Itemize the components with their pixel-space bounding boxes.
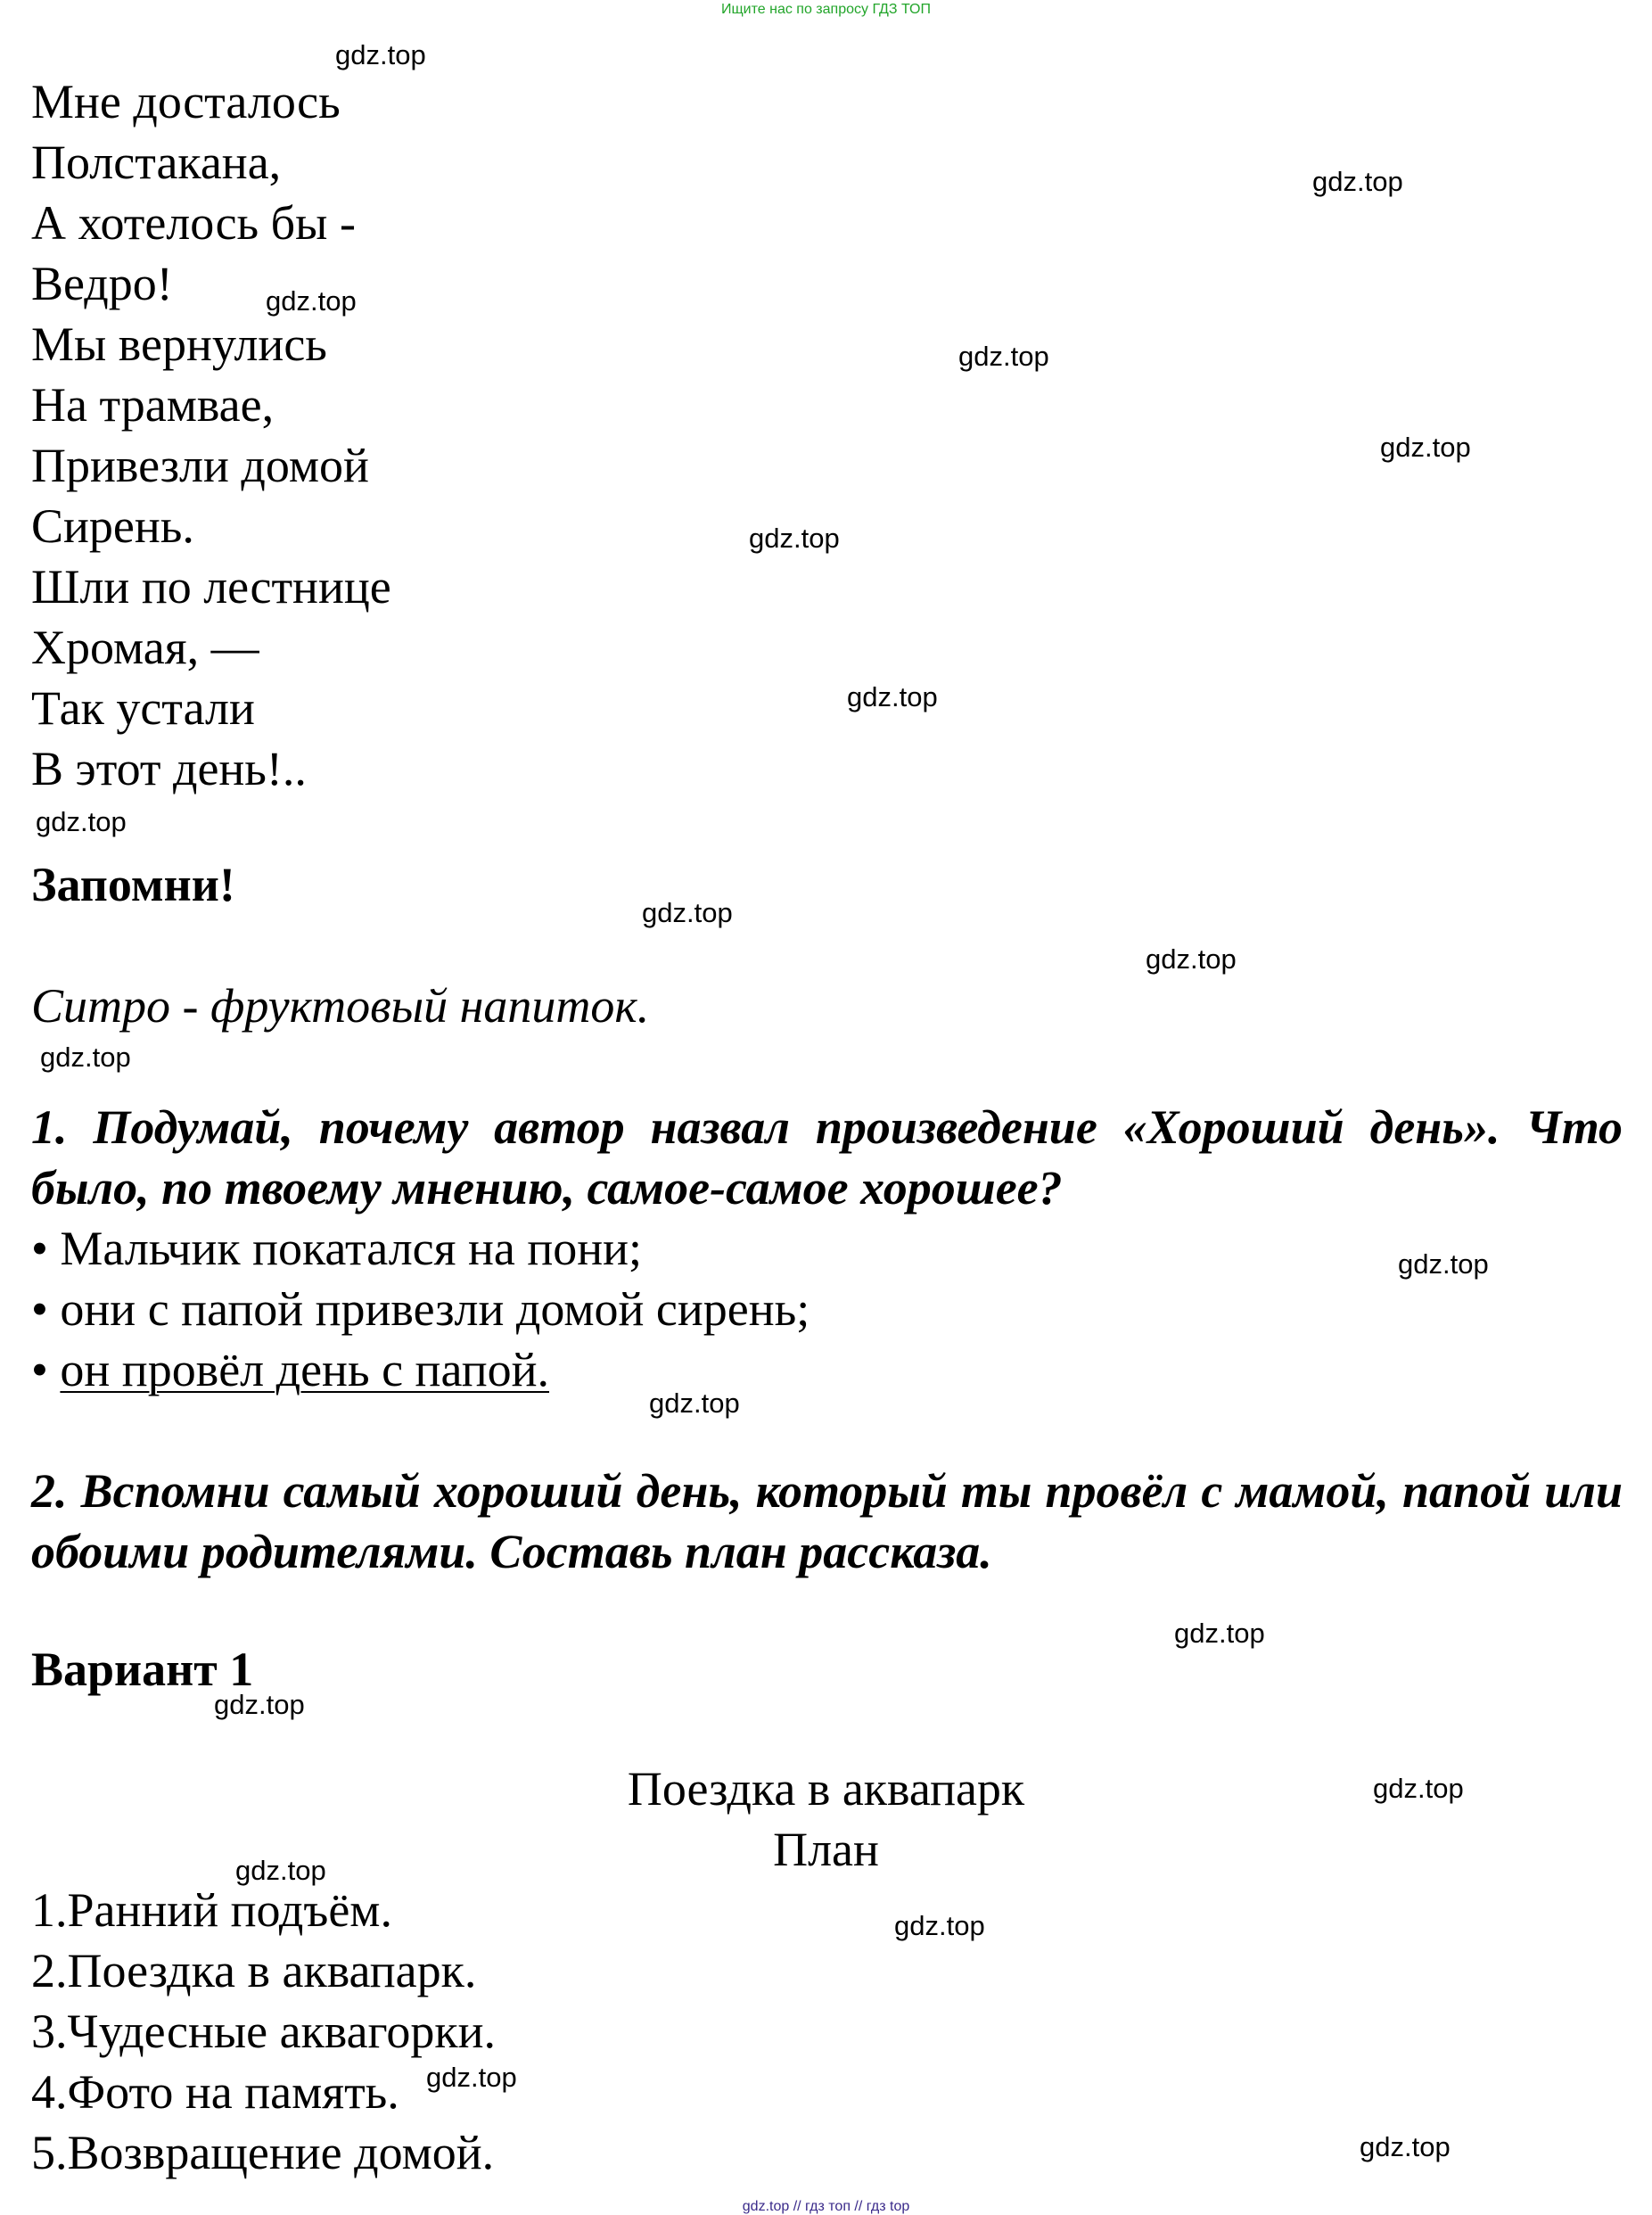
watermark: gdz.top <box>649 1387 740 1419</box>
watermark: gdz.top <box>214 1689 305 1720</box>
watermark: gdz.top <box>235 1855 326 1886</box>
plan-item: 4.Фото на память. <box>31 2065 399 2119</box>
answer-text-underlined: он провёл день с папой. <box>60 1343 550 1396</box>
watermark: gdz.top <box>642 897 733 928</box>
watermark: gdz.top <box>40 1042 131 1073</box>
poem-line: В этот день!.. <box>31 742 307 795</box>
bullet: • <box>31 1343 48 1396</box>
remember-heading: Запомни! <box>31 858 235 911</box>
footer: gdz.top // гдз топ // гдз top <box>742 2199 910 2214</box>
poem-line: Сирень. <box>31 499 194 553</box>
watermark: gdz.top <box>426 2062 517 2093</box>
watermark: gdz.top <box>894 1910 985 1941</box>
answer-text: они с папой привезли домой сирень; <box>60 1282 810 1336</box>
poem-line: Шли по лестнице <box>31 560 391 613</box>
watermark: gdz.top <box>958 341 1049 372</box>
watermark: gdz.top <box>1360 2131 1451 2162</box>
question-1: 1. Подумай, почему автор назвал произведение «Хороший день». Что было, по твоему мнению, самое-самое хорошее? <box>31 1100 1623 1215</box>
poem-line: А хотелось бы - <box>31 196 356 250</box>
plan-item: 1.Ранний подъём. <box>31 1883 392 1937</box>
watermark: gdz.top <box>1146 943 1237 975</box>
watermark: gdz.top <box>335 39 426 70</box>
watermark: gdz.top <box>1373 1773 1464 1804</box>
answer-list <box>31 1218 810 1400</box>
poem-line: Полстакана, <box>31 136 282 189</box>
bullet: • <box>31 1222 48 1275</box>
plan-item: 5.Возвращение домой. <box>31 2126 495 2179</box>
poem-line: Ведро! <box>31 257 173 310</box>
plan-item: 3.Чудесные аквагорки. <box>31 2005 496 2058</box>
poem-line: Мне досталось <box>31 75 341 128</box>
plan-title: Поездка в аквапарк <box>627 1762 1025 1816</box>
watermark: gdz.top <box>1312 166 1403 197</box>
poem-line: Привезли домой <box>31 439 369 492</box>
watermark: gdz.top <box>1174 1618 1265 1649</box>
watermark: gdz.top <box>749 523 840 554</box>
variant-heading: Вариант 1 <box>31 1643 254 1696</box>
poem <box>31 71 391 799</box>
watermark: gdz.top <box>36 806 127 837</box>
definition-text: Ситро - фруктовый напиток. <box>31 979 650 1033</box>
watermark: gdz.top <box>847 681 938 712</box>
watermark: gdz.top <box>1398 1248 1489 1280</box>
poem-line: Мы вернулись <box>31 317 327 371</box>
poem-line: Так устали <box>31 681 255 735</box>
plan-item: 2.Поездка в аквапарк. <box>31 1944 477 1997</box>
plan-list <box>31 1880 496 2183</box>
answer-text: Мальчик покатался на пони; <box>60 1222 643 1275</box>
list-item <box>31 1279 810 1339</box>
watermark: gdz.top <box>266 285 357 317</box>
poem-line: Хромая, — <box>31 621 259 674</box>
list-item <box>31 1218 810 1279</box>
top-banner: Ищите нас по запросу ГДЗ ТОП <box>721 2 931 17</box>
bullet: • <box>31 1282 48 1336</box>
question-2: 2. Вспомни самый хороший день, который ты провёл с мамой, папой или обоими родителями. Составь план рассказа. <box>31 1464 1623 1578</box>
poem-line: На трамвае, <box>31 378 275 432</box>
plan-subtitle: План <box>773 1823 879 1876</box>
watermark: gdz.top <box>1380 432 1471 463</box>
